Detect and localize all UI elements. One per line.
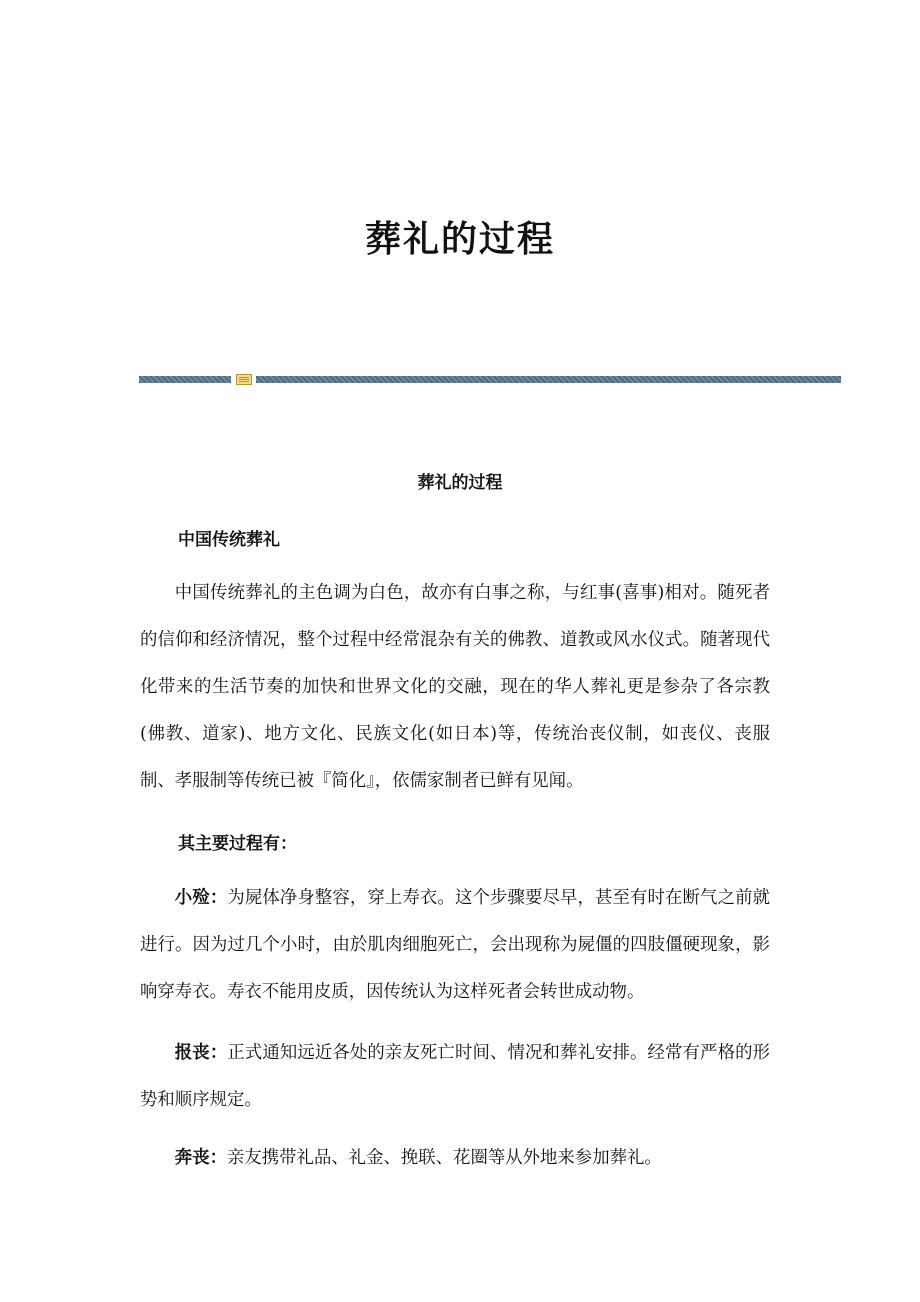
step-xiaolian bbox=[140, 875, 770, 1016]
document-title: 葬礼的过程 bbox=[364, 218, 555, 260]
heading-chinese-tradition: 中国传统葬礼 bbox=[178, 530, 280, 550]
heading-main-process: 其主要过程有： bbox=[178, 834, 297, 854]
step-term: 小殓： bbox=[174, 888, 228, 908]
step-text: 正式通知远近各处的亲友死亡时间、情况和葬礼安排。经常有严格的形势和顺序规定。 bbox=[140, 1043, 770, 1110]
step-term: 报丧： bbox=[174, 1043, 228, 1063]
step-text: 亲友携带礼品、礼金、挽联、花圈等从外地来参加葬礼。 bbox=[226, 1148, 662, 1168]
step-term: 奔丧： bbox=[174, 1148, 227, 1168]
section-title: 葬礼的过程 bbox=[417, 473, 503, 493]
divider-bar-right bbox=[256, 376, 841, 383]
title-divider bbox=[139, 374, 841, 384]
step-text: 为屍体净身整容，穿上寿衣。这个步骤要尽早，甚至有时在断气之前就进行。因为过几个小时，由於肌肉细胞死亡，会出现称为屍僵的四肢僵硬现象，影响穿寿衣。寿衣不能用皮质，因传统认为这样死者会转世成动物。 bbox=[140, 888, 770, 1002]
divider-ornament-icon bbox=[236, 374, 252, 385]
divider-bar-left bbox=[139, 376, 231, 383]
intro-paragraph: 中国传统葬礼的主色调为白色，故亦有白事之称，与红事(喜事)相对。随死者的信仰和经济情况，整个过程中经常混杂有关的佛教、道教或风水仪式。随著现代化带来的生活节奏的加快和世界文化的交融，现在的华人葬礼更是参杂了各宗教(佛教、道家)、地方文化、民族文化(如日本)等，传统治丧仪制，如丧仪、丧服制、孝服制等传统已被『简化』，依儒家制者已鲜有见闻。 bbox=[140, 583, 770, 791]
step-baosang bbox=[140, 1030, 770, 1124]
step-bensang bbox=[140, 1135, 770, 1182]
